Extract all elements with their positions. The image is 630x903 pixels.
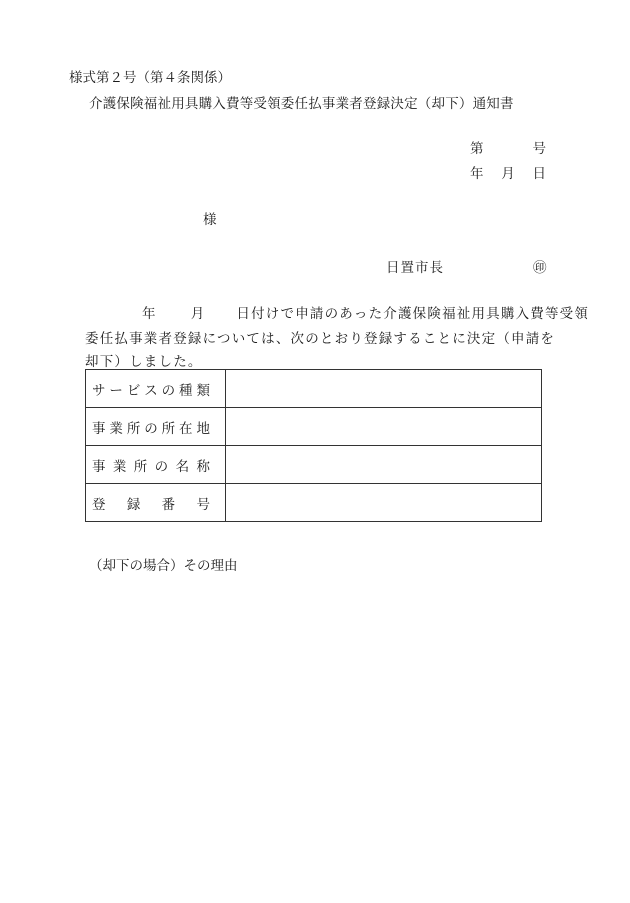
label-char: 録	[126, 496, 141, 513]
label-char: 称	[196, 458, 210, 475]
table-row	[86, 408, 542, 446]
seal-mark: ㊞	[533, 260, 547, 276]
label-char: の	[154, 458, 169, 475]
label-char: 事	[92, 420, 106, 437]
row-label-text	[92, 455, 210, 475]
row-label	[86, 370, 226, 408]
label-char: 所	[161, 420, 176, 437]
row-label-text	[92, 379, 210, 399]
label-char: 号	[196, 496, 210, 513]
label-char: 地	[196, 420, 210, 437]
date-day: 日	[532, 166, 546, 182]
table-row	[86, 484, 542, 522]
label-char: の	[144, 420, 158, 437]
row-label-text	[92, 417, 210, 437]
table-row	[86, 370, 542, 408]
label-char: サ	[92, 382, 106, 399]
date-month: 月	[501, 166, 515, 182]
label-char: 業	[112, 458, 127, 475]
label-char: ス	[144, 382, 158, 399]
row-value-field[interactable]	[226, 408, 542, 446]
row-value-field[interactable]	[226, 446, 542, 484]
label-char: 事	[92, 458, 106, 475]
label-char: 名	[175, 458, 190, 475]
row-value-field[interactable]	[226, 484, 542, 522]
row-value-field[interactable]	[226, 370, 542, 408]
body-line-2: 委任払事業者登録については、次のとおり登録することに決定（申請を	[85, 331, 556, 347]
label-char: 種	[179, 382, 193, 399]
body-year: 年	[142, 306, 157, 322]
document-title: 介護保険福祉用具購入費等受領委任払事業者登録決定（却下）通知書	[89, 96, 514, 112]
issue-date	[470, 162, 546, 182]
number-suffix: 号	[532, 141, 546, 157]
body-line-3: 却下）しました。	[85, 354, 203, 370]
number-prefix: 第	[470, 141, 484, 157]
label-char: ー	[109, 382, 123, 399]
table-row	[86, 446, 542, 484]
row-label-text	[92, 493, 210, 513]
label-char: 番	[161, 496, 176, 513]
document-number	[470, 137, 546, 157]
registration-table	[85, 369, 542, 522]
issuer-name: 日置市長	[386, 260, 444, 276]
label-char: ビ	[126, 382, 141, 399]
label-char: 在	[179, 420, 193, 437]
rejection-reason-label: （却下の場合）その理由	[89, 558, 238, 574]
label-char: 所	[126, 420, 141, 437]
row-label	[86, 484, 226, 522]
addressee-honorific: 様	[203, 212, 217, 228]
label-char: 登	[92, 496, 106, 513]
date-year: 年	[470, 166, 484, 182]
row-label	[86, 408, 226, 446]
row-label	[86, 446, 226, 484]
label-char: 類	[196, 382, 210, 399]
form-number: 様式第２号（第４条関係）	[69, 70, 231, 86]
label-char: 業	[109, 420, 123, 437]
label-char: 所	[133, 458, 148, 475]
body-line-1-text: 日付けで申請のあった介護保険福祉用具購入費等受領	[236, 306, 590, 322]
body-line-1	[85, 302, 589, 322]
label-char: の	[161, 382, 176, 399]
body-month: 月	[190, 306, 206, 322]
